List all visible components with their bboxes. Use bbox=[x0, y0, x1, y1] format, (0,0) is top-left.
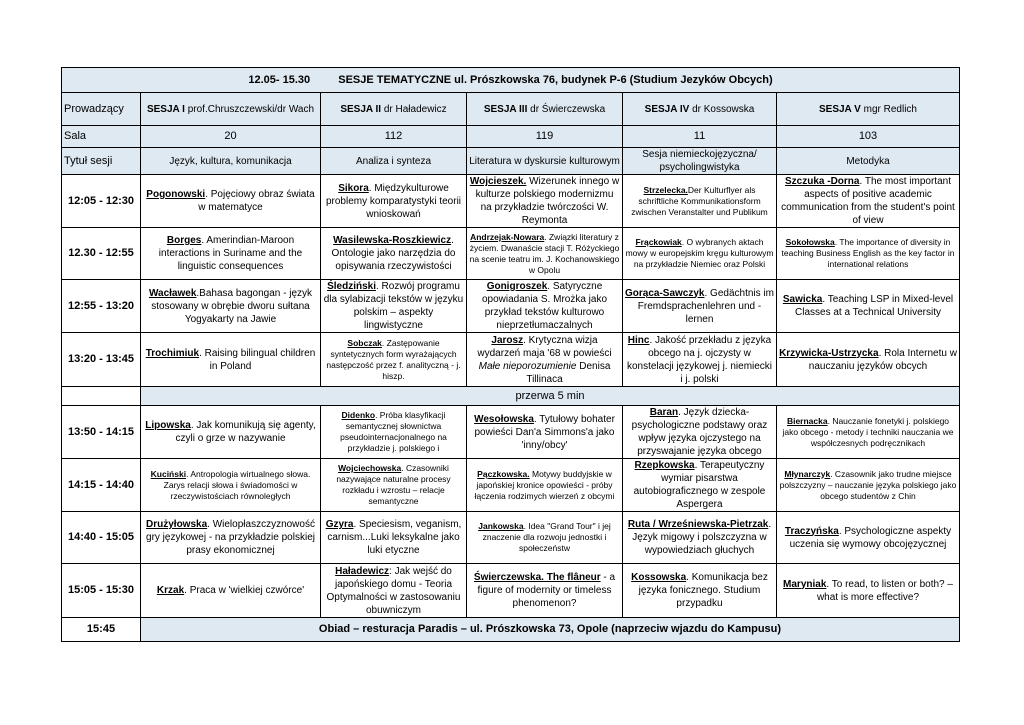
talk-author: Hinc bbox=[627, 334, 650, 346]
talk-author: Gorąca-Sawczyk bbox=[625, 287, 705, 299]
time-cell: 14:15 - 14:40 bbox=[62, 459, 141, 512]
talk-title: .Bahasa bagongan - język stosowany w obrębie dworu sułtana Yogyakarty na Jawie bbox=[151, 287, 313, 325]
talk-cell bbox=[141, 280, 321, 333]
talk-cell bbox=[141, 512, 321, 564]
talk-title: . Terapeutyczny wymiar pisarstwa autobiograficznego w zespole Aspergera bbox=[633, 460, 766, 510]
lunch-time: 15:45 bbox=[62, 618, 141, 642]
talk-title: . Język dziecka- psychologiczne podstawy oraz wpływ języka ojczystego na przyswajanie języka obcego bbox=[631, 407, 768, 457]
talk-title: . Czasownik jako trudne miejsce polszczyzny – nauczanie języka polskiego jako obcego studentów z Chin bbox=[779, 468, 957, 501]
talk-title: . Gedächtnis im Fremdsprachenlehren und -lernen bbox=[637, 287, 774, 325]
talk-title: . Zastępowanie syntetycznych form wyrażających następczość przez f. analityczną - j. hiszp. bbox=[326, 337, 461, 381]
talk-author: Wojcieszek. bbox=[469, 176, 527, 187]
talk-row bbox=[62, 512, 960, 564]
talk-title: . Międzykulturowe problemy komparatystyki teorii wnioskowań bbox=[325, 182, 462, 220]
talk-title: . Język migowy i polszczyzna w wypowiedziach głuchych bbox=[632, 519, 772, 556]
talk-title: . Związki literatury z życiem. Dwanaście stacji T. Różyckiego na scenie teatru im. J. Kochanowskiego w Opolu bbox=[469, 231, 620, 275]
talk-author: Andrzejak-Nowara bbox=[470, 231, 545, 242]
talk-author: Biernacka bbox=[786, 415, 828, 426]
talk-cell bbox=[777, 459, 960, 512]
talk-author: Drużyłowska bbox=[146, 519, 208, 530]
talk-author: Kossowska bbox=[631, 572, 687, 583]
room-row bbox=[62, 126, 960, 148]
break-row bbox=[62, 387, 960, 406]
talk-cell bbox=[623, 175, 777, 228]
talk-row bbox=[62, 175, 960, 228]
time-cell: 13:50 - 14:15 bbox=[62, 406, 141, 459]
chair-cell: SESJA III dr Świerczewska bbox=[467, 93, 623, 126]
talk-author: Traczyńska bbox=[784, 525, 839, 537]
room-cell: 11 bbox=[623, 126, 777, 148]
talk-cell bbox=[141, 459, 321, 512]
talk-title: . Psychologiczne aspekty uczenia się wymowy obcojęzycznej bbox=[789, 525, 952, 550]
room-cell: 112 bbox=[321, 126, 467, 148]
talk-title: . Idea "Grand Tour" i jej znaczenie dla rozwoju jednostki i społeczeństw bbox=[482, 521, 611, 553]
talk-title: Wizerunek innego w kulturze polskiego modernizmu na przykładzie twórczości W. Reymonta bbox=[475, 176, 620, 226]
talk-row bbox=[62, 280, 960, 333]
chair-cell: SESJA I prof.Chruszczewski/dr Wach bbox=[141, 93, 321, 126]
session-title-cell: Analiza i synteza bbox=[321, 148, 467, 175]
talk-author: Wojciechowska bbox=[338, 463, 402, 473]
talk-author: Sokołowska bbox=[785, 237, 835, 247]
talk-author: Jarosz bbox=[491, 334, 524, 346]
session-title-cell: Sesja niemieckojęzyczna/ psycholingwistyka bbox=[623, 148, 777, 175]
talk-title: . Raising bilingual children in Poland bbox=[199, 347, 316, 372]
time-cell: 15:05 - 15:30 bbox=[62, 564, 141, 618]
talk-cell bbox=[321, 564, 467, 618]
talk-author: Pączkowska. bbox=[477, 468, 530, 479]
title-row bbox=[62, 148, 960, 175]
talk-title: - a figure of modernity or timeless phenomenon? bbox=[477, 572, 616, 609]
talk-author: Wacławek bbox=[148, 287, 197, 299]
talk-author: Borges bbox=[166, 235, 202, 246]
talk-row bbox=[62, 459, 960, 512]
talk-author: Sobczak bbox=[347, 337, 382, 348]
talk-cell bbox=[141, 564, 321, 618]
time-cell: 12:55 - 13:20 bbox=[62, 280, 141, 333]
label-tytul: Tytuł sesji bbox=[62, 148, 141, 175]
label-sala: Sala bbox=[62, 126, 141, 148]
break-cell: przerwa 5 min bbox=[141, 387, 960, 406]
talk-title: : Jak wejść do japońskiego domu - Teoria Optymalności w zastosowaniu obuwniczym bbox=[326, 565, 461, 616]
label-prowadzacy: Prowadzący bbox=[62, 93, 141, 126]
talk-author: Rzepkowska bbox=[634, 460, 695, 471]
chair-cell: SESJA V mgr Redlich bbox=[777, 93, 960, 126]
talk-row bbox=[62, 228, 960, 280]
talk-row bbox=[62, 333, 960, 387]
talk-author: Pogonowski bbox=[146, 189, 206, 200]
talk-author: Trochimiuk bbox=[145, 347, 200, 359]
chair-cell: SESJA IV dr Kossowska bbox=[623, 93, 777, 126]
talk-author: Wesołowska bbox=[474, 413, 534, 425]
talk-author: Frąckowiak bbox=[635, 237, 682, 247]
header-title: SESJE TEMATYCZNE ul. Prószkowska 76, budynek P-6 (Studium Jezyków Obcych) bbox=[338, 73, 773, 86]
talk-title: . Rola Internetu w nauczaniu języków obcych bbox=[808, 347, 957, 372]
talk-cell bbox=[467, 280, 623, 333]
talk-author: Młynarczyk bbox=[784, 468, 831, 479]
talk-row bbox=[62, 564, 960, 618]
talk-cell bbox=[623, 512, 777, 564]
talk-cell bbox=[623, 280, 777, 333]
talk-cell bbox=[321, 512, 467, 564]
talk-cell bbox=[777, 333, 960, 387]
talk-title: . Rozwój programu dla sylabizacji tekstów w języku polskim – aspekty lingwistyczne bbox=[323, 281, 464, 331]
talk-title: . Teaching LSP in Mixed-level Classes at a Technical University bbox=[795, 294, 954, 318]
talk-title: . Praca w 'wielkiej czwórce' bbox=[184, 585, 305, 596]
room-cell: 119 bbox=[467, 126, 623, 148]
talk-title: . Komunikacja bez języka fonicznego. Studium przypadku bbox=[638, 572, 768, 609]
talk-cell bbox=[467, 512, 623, 564]
talk-cell bbox=[467, 564, 623, 618]
session-title-cell: Literatura w dyskursie kulturowym bbox=[467, 148, 623, 175]
talk-title: . Czasowniki nazywające naturalne procesy rozkładu i wzrostu – relacje semantyczne bbox=[336, 463, 451, 506]
talk-author: Gzyra bbox=[325, 519, 354, 530]
break-spacer bbox=[62, 387, 141, 406]
talk-author: Szczuka -Dorna bbox=[785, 176, 860, 187]
talk-author: Krzywicka-Ustrzycka bbox=[779, 347, 879, 359]
talk-title: . Próba klasyfikacji semantycznej słownictwa pseudointernacjonalnego na przykładzie j. polskiego i bbox=[340, 410, 447, 453]
talk-title-italic: Małe nieporozumienie bbox=[478, 360, 577, 372]
talk-title: . Antropologia wirtualnego słowa. Zarys relacji słowa i świadomości w rzeczywistościach równoległych bbox=[163, 468, 311, 501]
talk-cell bbox=[467, 228, 623, 280]
chair-cell: SESJA II dr Haładewicz bbox=[321, 93, 467, 126]
talk-author: Sikora bbox=[338, 182, 369, 194]
talk-title: . Jakość przekładu z języka obcego na j. ojczysty w konstelacji językowej j. niemiecki i j. polski bbox=[626, 334, 773, 385]
talk-title: . Satyryczne opowiadania S. Mrożka jako przykład tekstów kulturowo nieprzetłumaczalnych bbox=[481, 281, 608, 331]
talk-title-rest: Denisa Tillinaca bbox=[526, 360, 611, 385]
talk-cell bbox=[623, 406, 777, 459]
talk-cell bbox=[623, 228, 777, 280]
schedule-table bbox=[61, 67, 960, 642]
talk-cell bbox=[777, 512, 960, 564]
talk-author: Krzak bbox=[156, 585, 185, 596]
talk-cell bbox=[467, 175, 623, 228]
talk-title: . Nauczanie fonetyki j. polskiego jako obcego - metody i techniki nauczania we współczesnych podręcznikach bbox=[782, 415, 954, 448]
talk-title: . The importance of diversity in teaching Business English as the key factor in international relations bbox=[781, 237, 955, 269]
talk-cell bbox=[777, 280, 960, 333]
talk-cell bbox=[777, 406, 960, 459]
room-cell: 20 bbox=[141, 126, 321, 148]
session-title-cell: Metodyka bbox=[777, 148, 960, 175]
header-time: 12.05- 15.30 bbox=[248, 73, 311, 86]
talk-author: Gonigroszek bbox=[486, 281, 548, 292]
talk-title: . Amerindian-Maroon interactions in Suriname and the linguistic consequences bbox=[158, 235, 303, 272]
talk-author: Świerczewska. The flâneur bbox=[473, 572, 601, 583]
talk-row bbox=[62, 406, 960, 459]
time-cell: 13:20 - 13:45 bbox=[62, 333, 141, 387]
header-row bbox=[62, 68, 960, 93]
talk-author: Strzelecka. bbox=[643, 184, 688, 195]
talk-author: Wasilewska-Roszkiewicz bbox=[333, 235, 452, 246]
talk-cell bbox=[777, 175, 960, 228]
talk-title: . Pojęciowy obraz świata w matematyce bbox=[198, 189, 315, 213]
talk-cell bbox=[321, 280, 467, 333]
talk-cell bbox=[141, 175, 321, 228]
talk-cell bbox=[321, 406, 467, 459]
lunch-row bbox=[62, 618, 960, 642]
talk-author: Jankowska bbox=[478, 521, 524, 531]
talk-title: Motywy buddyjskie w japońskiej kronice opowieści - próby łączenia rodzimych wierzeń z obcymi bbox=[474, 468, 615, 501]
talk-cell bbox=[321, 175, 467, 228]
time-cell: 12:05 - 12:30 bbox=[62, 175, 141, 228]
talk-title: . Jak komunikują się agenty, czyli o grze w nazywanie bbox=[175, 420, 316, 444]
talk-author: Lipowska bbox=[145, 420, 191, 431]
talk-title: . Speciesism, veganism, carnism...Luki leksykalne jako luki etyczne bbox=[327, 519, 462, 556]
talk-cell bbox=[321, 459, 467, 512]
talk-title: . The most important aspects of positive academic communication from the student's point of view bbox=[781, 176, 955, 226]
talk-cell bbox=[141, 333, 321, 387]
talk-cell bbox=[623, 564, 777, 618]
talk-author: Haładewicz bbox=[335, 565, 390, 577]
talk-title: . Wielopłaszczyznowość gry językowej - na przykładzie polskiej prasy ekonomicznej bbox=[146, 519, 315, 556]
talk-author: Sawicka bbox=[782, 294, 823, 305]
talk-title: . Tytułowy bohater powieści Dan'a Simmons'a jako 'inny/obcy' bbox=[474, 413, 615, 451]
talk-author: Kuciński bbox=[150, 468, 187, 479]
talk-cell bbox=[777, 228, 960, 280]
talk-cell bbox=[467, 333, 623, 387]
talk-author: Baran bbox=[649, 407, 679, 418]
talk-cell bbox=[321, 333, 467, 387]
talk-cell bbox=[623, 459, 777, 512]
talk-title: . To read, to listen or both? – what is more effective? bbox=[816, 578, 953, 603]
talk-author: Śledziński bbox=[327, 281, 376, 292]
talk-author: Ruta / Wrześniewska-Pietrzak bbox=[627, 519, 769, 530]
time-cell: 14:40 - 15:05 bbox=[62, 512, 141, 564]
talk-cell bbox=[141, 406, 321, 459]
talk-cell bbox=[467, 406, 623, 459]
time-cell: 12.30 - 12:55 bbox=[62, 228, 141, 280]
talk-title: Der Kulturflyer als schriftliche Kommunikationsform zwischen Veranstalter und Publikum bbox=[631, 184, 768, 217]
talk-cell bbox=[141, 228, 321, 280]
room-cell: 103 bbox=[777, 126, 960, 148]
talk-author: Didenko bbox=[341, 410, 376, 420]
talk-title: . Ontologie jako narzędzia do opisywania rzeczywistości bbox=[331, 235, 456, 272]
talk-author: Maryniak bbox=[783, 578, 827, 590]
talk-cell bbox=[623, 333, 777, 387]
talk-cell bbox=[777, 564, 960, 618]
talk-cell bbox=[467, 459, 623, 512]
session-title-cell: Język, kultura, komunikacja bbox=[141, 148, 321, 175]
chair-row bbox=[62, 93, 960, 126]
lunch-cell: Obiad – resturacja Paradis – ul. Prószkowska 73, Opole (naprzeciw wjazdu do Kampusu) bbox=[141, 618, 960, 642]
talk-title: . O wybranych aktach mowy w europejskim kręgu kulturowym na przykładzie Niemiec oraz Polski bbox=[625, 237, 774, 269]
talk-cell bbox=[321, 228, 467, 280]
talk-title: . Krytyczna wizja wydarzeń maja '68 w powieści bbox=[477, 334, 612, 359]
